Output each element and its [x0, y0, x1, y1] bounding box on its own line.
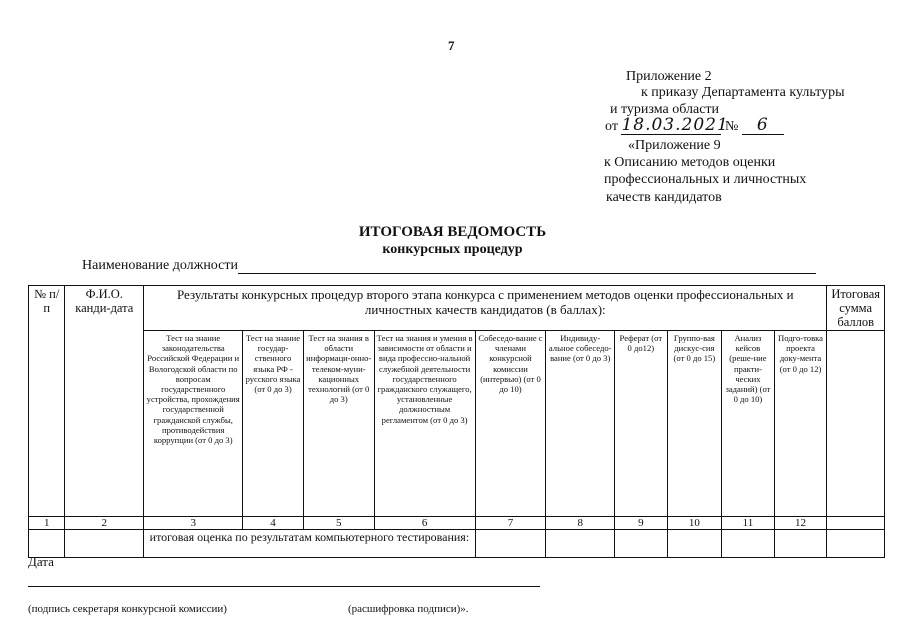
handwritten-date: 18.03.2021 — [621, 115, 729, 135]
colnum-8: 8 — [546, 517, 615, 530]
date-label: Дата — [28, 554, 54, 569]
appendix-line1: Приложение 2 — [626, 69, 712, 84]
appendix-line6: к Описанию методов оценки — [604, 155, 776, 170]
document-title: ИТОГОВАЯ ВЕДОМОСТЬ — [358, 224, 547, 240]
document-subtitle: конкурсных процедур — [382, 242, 523, 257]
computer-test-row — [29, 530, 885, 558]
colnum-6: 6 — [374, 517, 475, 530]
colnum-7: 7 — [475, 517, 546, 530]
subcol-8: Группо-вая дискус-сия (от 0 до 15) — [667, 331, 722, 517]
subcol-10: Подго-товка проекта доку-мента (от 0 до 12) — [774, 331, 827, 517]
appendix-line8: качеств кандидатов — [606, 190, 722, 205]
results-table — [28, 285, 885, 558]
position-label: Наименование должности — [82, 258, 238, 273]
signature-line — [28, 586, 540, 587]
page-number: 7 — [448, 38, 455, 53]
colnum-11: 11 — [722, 517, 775, 530]
col-num-header: № п/п — [29, 286, 65, 517]
colnum-3: 3 — [144, 517, 243, 530]
subcol-6: Индивиду-альное собеседо-вание (от 0 до 3) — [546, 331, 615, 517]
empty-cell-7 — [475, 530, 546, 558]
empty-cell-10 — [667, 530, 722, 558]
empty-cell-9 — [615, 530, 668, 558]
colnum-9: 9 — [615, 517, 668, 530]
subcol-9: Анализ кейсов (реше-ние практи-ческих заданий) (от 0 до 10) — [722, 331, 775, 517]
computer-test-label: итоговая оценка по результатам компьютерного тестирования: — [144, 530, 475, 558]
appendix-line3: и туризма области — [610, 102, 720, 117]
empty-cell-12 — [774, 530, 827, 558]
colnum-4: 4 — [243, 517, 304, 530]
position-line — [82, 258, 816, 274]
handwritten-number: 6 — [742, 117, 784, 135]
subcol-4: Тест на знания и умения в зависимости от области и вида профессио-нальной служебной деятельности государственного гражданского служащего, установленные должностным регламентом (от 0 до 3) — [374, 331, 475, 517]
colnum-10: 10 — [667, 517, 722, 530]
colnum-5: 5 — [303, 517, 374, 530]
appendix-line5: «Приложение 9 — [628, 138, 721, 153]
colnum-12: 12 — [774, 517, 827, 530]
position-blank — [238, 259, 816, 274]
empty-cell-fio — [65, 530, 144, 558]
colnum-1: 1 — [29, 517, 65, 530]
subcol-2: Тест на знание государ-ственного языка РФ - русского языка (от 0 до 3) — [243, 331, 304, 517]
colnum-empty — [827, 517, 885, 530]
date-prefix: от — [605, 119, 618, 134]
subcol-5: Собеседо-вание с членами конкурсной комиссии (интервью) (от 0 до 10) — [475, 331, 546, 517]
signature-label: (подпись секретаря конкурсной комиссии) — [28, 603, 227, 615]
header-row — [29, 286, 885, 331]
subheader-row — [29, 331, 885, 517]
decode-label: (расшифровка подписи)». — [348, 603, 469, 615]
appendix-line2: к приказу Департамента культуры — [641, 85, 845, 100]
subcol-total-empty — [827, 331, 885, 517]
subcol-1: Тест на знание законодательства Российской Федерации и Вологодской области по вопросам государственного устройства, прохождения государственной гражданской службы, противодействия коррупции (от 0 до 3) — [144, 331, 243, 517]
column-numbers-row — [29, 517, 885, 530]
colnum-2: 2 — [65, 517, 144, 530]
subcol-7: Реферат (от 0 до12) — [615, 331, 668, 517]
empty-cell-8 — [546, 530, 615, 558]
subcol-3: Тест на знания в области информаци-онно-телеком-муни-кационных технологий (от 0 до 3) — [303, 331, 374, 517]
col-results-header: Результаты конкурсных процедур второго этапа конкурса с применением методов оценки профессиональных и личностных качеств кандидатов (в баллах): — [144, 286, 827, 331]
empty-cell-11 — [722, 530, 775, 558]
appendix-line7: профессиональных и личностных — [604, 172, 807, 187]
appendix-date-line — [605, 117, 784, 135]
number-label: № — [724, 119, 739, 134]
empty-cell-total — [827, 530, 885, 558]
col-fio-header: Ф.И.О. канди-дата — [65, 286, 144, 517]
col-total-header: Итоговая сумма баллов — [827, 286, 885, 331]
